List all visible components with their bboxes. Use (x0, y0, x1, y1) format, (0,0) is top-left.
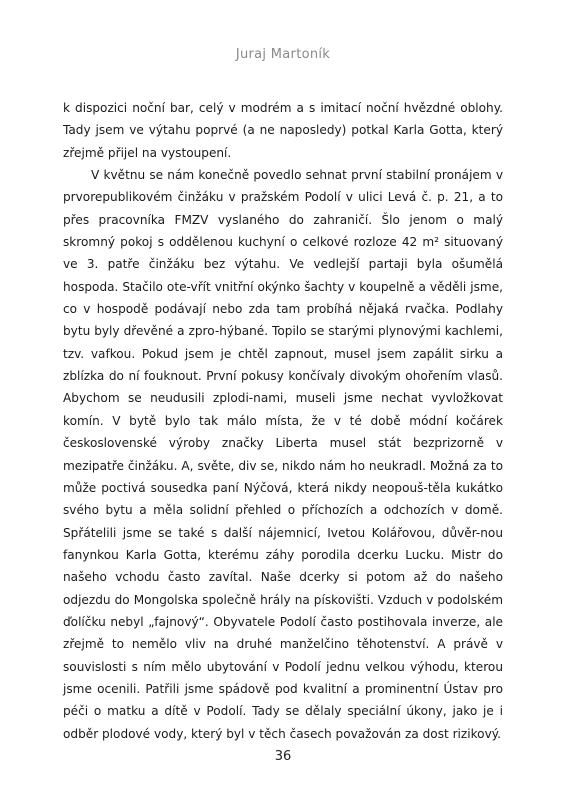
body-text (63, 97, 503, 745)
page-number: 36 (274, 749, 292, 764)
running-header-author: Juraj Martoník (235, 47, 331, 62)
paragraph-continued: k dispozici noční bar, celý v modrém a s imitací noční hvězdné oblohy. Tady jsem ve výtahu poprvé (a ne naposledy) potkal Karla Gotta, který zřejmě přijel na vystoupení. (63, 101, 503, 160)
paragraph: V květnu se nám konečně povedlo sehnat první stabilní pronájem v prvorepublikovém činžáku v pražském Podolí v ulici Levá č. p. 21, a to přes pracovníka FMZV vyslaného do zahraničí. Šlo jenom o malý skromný pokoj s oddělenou kuchyní o celkové rozloze 42 m² situovaný ve 3. patře činžáku bez výtahu. Ve vedlejší partaji byla ošumělá hospoda. Stačilo ote-vřít vnitřní okýnko šachty v koupelně a věděli jsme, co v hospodě podávají nebo zda tam probíhá nějaká rvačka. Podlahy bytu byly dřevěné a zpro-hýbané. Topilo se starými plynovými kachlemi, tzv. vafkou. Pokud jsem je chtěl zapnout, musel jsem zapálit sirku a zblízka do ní fouknout. První pokusy končívaly divokým ohořením vlasů. Abychom se neudusili zplodi-nami, museli jsme nechat vyvložkovat komín. V bytě bylo tak málo místa, že v té době módní kočárek československé výroby značky Liberta musel stát bezprizorně v mezipatře činžáku. A, světe, div se, nikdo nám ho neukradl. Možná za to může poctivá sousedka paní Nýčová, která nikdy neopouš-těla kukátko svého bytu a měla solidní přehled o příchozích a odchozích v domě. Spřátelili jsme se také s další nájemnicí, Ivetou Kolářovou, důvěr-nou fanynkou Karla Gotta, kterému záhy porodila dcerku Lucku. Mistr do našeho vchodu často zavítal. Naše dcerky si potom až do našeho odjezdu do Mongolska společně hrály na pískovišti. Vzduch v podolském ďolíčku nebyl „fajnový“. Obyvatele Podolí často postihovala inverze, ale zřejmě to nemělo vliv na druhé manželčino těhotenství. A právě v souvislosti s ním mělo ubytování v Podolí jednu velkou výhodu, kterou jsme ocenili. Patřili jsme spádově pod kvalitní a prominentní Ústav pro péči o matku a dítě v Podolí. Tady se dělaly speciální úkony, jako je i odběr plodové vody, který byl v těch časech považován za dost rizikový. (63, 168, 503, 741)
